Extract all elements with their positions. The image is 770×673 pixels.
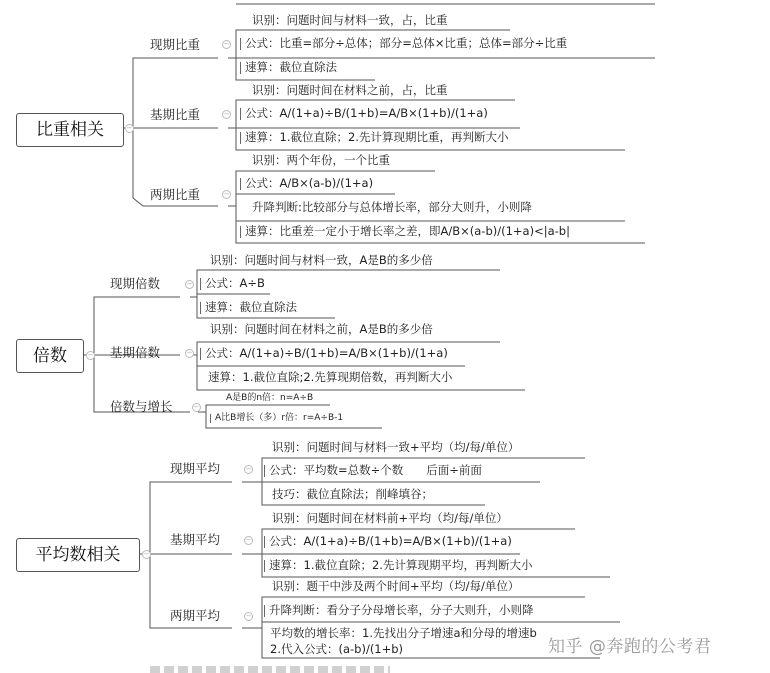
collapse-toggle-icon[interactable]: −: [186, 349, 193, 357]
leaf-text: 升降判断:比较部分与总体增长率，部分大则升，小则降: [252, 200, 532, 214]
leaf-text: 公式：A/(1+a)÷B/(1+b)=A/B×(1+b)/(1+a): [264, 536, 512, 548]
collapse-toggle-icon[interactable]: −: [186, 280, 193, 288]
root-node-average[interactable]: 平均数相关: [16, 538, 140, 572]
collapse-toggle-icon[interactable]: −: [87, 351, 94, 359]
leaf-text: 速算：截位直除法: [200, 302, 297, 314]
leaf-text: 速算：1.截位直除;2.先算现期倍数，再判断大小: [208, 370, 453, 384]
leaf-text: 公式：平均数=总数÷个数 后面÷前面: [264, 465, 482, 477]
collapse-toggle-icon[interactable]: −: [223, 110, 230, 118]
leaf-text: 公式：A÷B: [200, 278, 265, 290]
branch-current-proportion[interactable]: 现期比重: [150, 37, 201, 52]
leaf-text: 识别：问题时间与材料一致，占，比重: [252, 13, 448, 27]
leaf-text: 速算：1.截位直除；2.先计算现期比重，再判断大小: [240, 132, 508, 144]
leaf-text: 识别：问题时间在材料之前，A是B的多少倍: [210, 322, 433, 336]
leaf-text: 速算：比重差一定小于增长率之差，即A/B×(a-b)/(1+a)<|a-b|: [240, 226, 570, 238]
leaf-text: 识别：问题时间在材料前+平均（均/每/单位）: [272, 511, 508, 525]
collapse-toggle-icon[interactable]: −: [245, 612, 252, 620]
collapse-toggle-icon[interactable]: −: [143, 550, 150, 558]
branch-base-multiple[interactable]: 基期倍数: [110, 345, 161, 360]
leaf-text: 平均数的增长率：1.先找出分子增速a和分母的增速b: [270, 626, 537, 640]
leaf-text: 识别：题干中涉及两个时间+平均（均/每/单位）: [272, 579, 520, 593]
leaf-text: 识别：两个年份，一个比重: [252, 153, 390, 167]
root-node-proportion[interactable]: 比重相关: [16, 113, 124, 147]
leaf-text: A比B增长（多）r倍：r=A÷B-1: [210, 414, 343, 423]
branch-current-average[interactable]: 现期平均: [170, 461, 221, 476]
collapse-toggle-icon[interactable]: −: [223, 40, 230, 48]
leaf-text: 识别：问题时间与材料一致+平均（均/每/单位）: [272, 440, 520, 454]
collapse-toggle-icon[interactable]: −: [193, 403, 200, 411]
leaf-text: 公式：A/(1+a)÷B/(1+b)=A/B×(1+b)/(1+a): [200, 348, 448, 360]
branch-base-average[interactable]: 基期平均: [170, 532, 221, 547]
leaf-text: A是B的n倍：n=A÷B: [226, 393, 314, 403]
branch-twoperiod-average[interactable]: 两期平均: [170, 608, 221, 623]
collapse-toggle-icon[interactable]: −: [245, 465, 252, 473]
watermark-text: 知乎 @奔跑的公考君: [548, 637, 712, 657]
cut-off-row: [150, 666, 390, 673]
leaf-text: 技巧：截位直除法；削峰填谷；: [272, 487, 433, 501]
collapse-toggle-icon[interactable]: −: [245, 536, 252, 544]
leaf-text: 速算：1.截位直除；2.先计算现期平均，再判断大小: [264, 560, 532, 572]
leaf-text: 识别：问题时间与材料一致，A是B的多少倍: [210, 253, 433, 267]
collapse-toggle-icon[interactable]: −: [126, 124, 133, 132]
branch-current-multiple[interactable]: 现期倍数: [110, 276, 161, 291]
leaf-text: 2.代入公式：(a-b)/(1+b): [270, 642, 404, 656]
leaf-text: 速算：截位直除法: [240, 62, 337, 74]
branch-twoperiod-proportion[interactable]: 两期比重: [150, 187, 201, 202]
leaf-text: 识别：问题时间在材料之前，占，比重: [252, 83, 448, 97]
root-node-multiple[interactable]: 倍数: [16, 339, 84, 373]
branch-growth-multiple[interactable]: 倍数与增长: [110, 399, 173, 414]
branch-base-proportion[interactable]: 基期比重: [150, 107, 201, 122]
leaf-text: 公式：比重=部分÷总体；部分=总体×比重；总体=部分÷比重: [240, 38, 567, 50]
leaf-text: 公式：A/B×(a-b)/(1+a): [240, 178, 373, 190]
leaf-text: 公式：A/(1+a)÷B/(1+b)=A/B×(1+b)/(1+a): [240, 108, 488, 120]
collapse-toggle-icon[interactable]: −: [223, 190, 230, 198]
leaf-text: 升降判断：看分子分母增长率，分子大则升，小则降: [264, 605, 534, 617]
